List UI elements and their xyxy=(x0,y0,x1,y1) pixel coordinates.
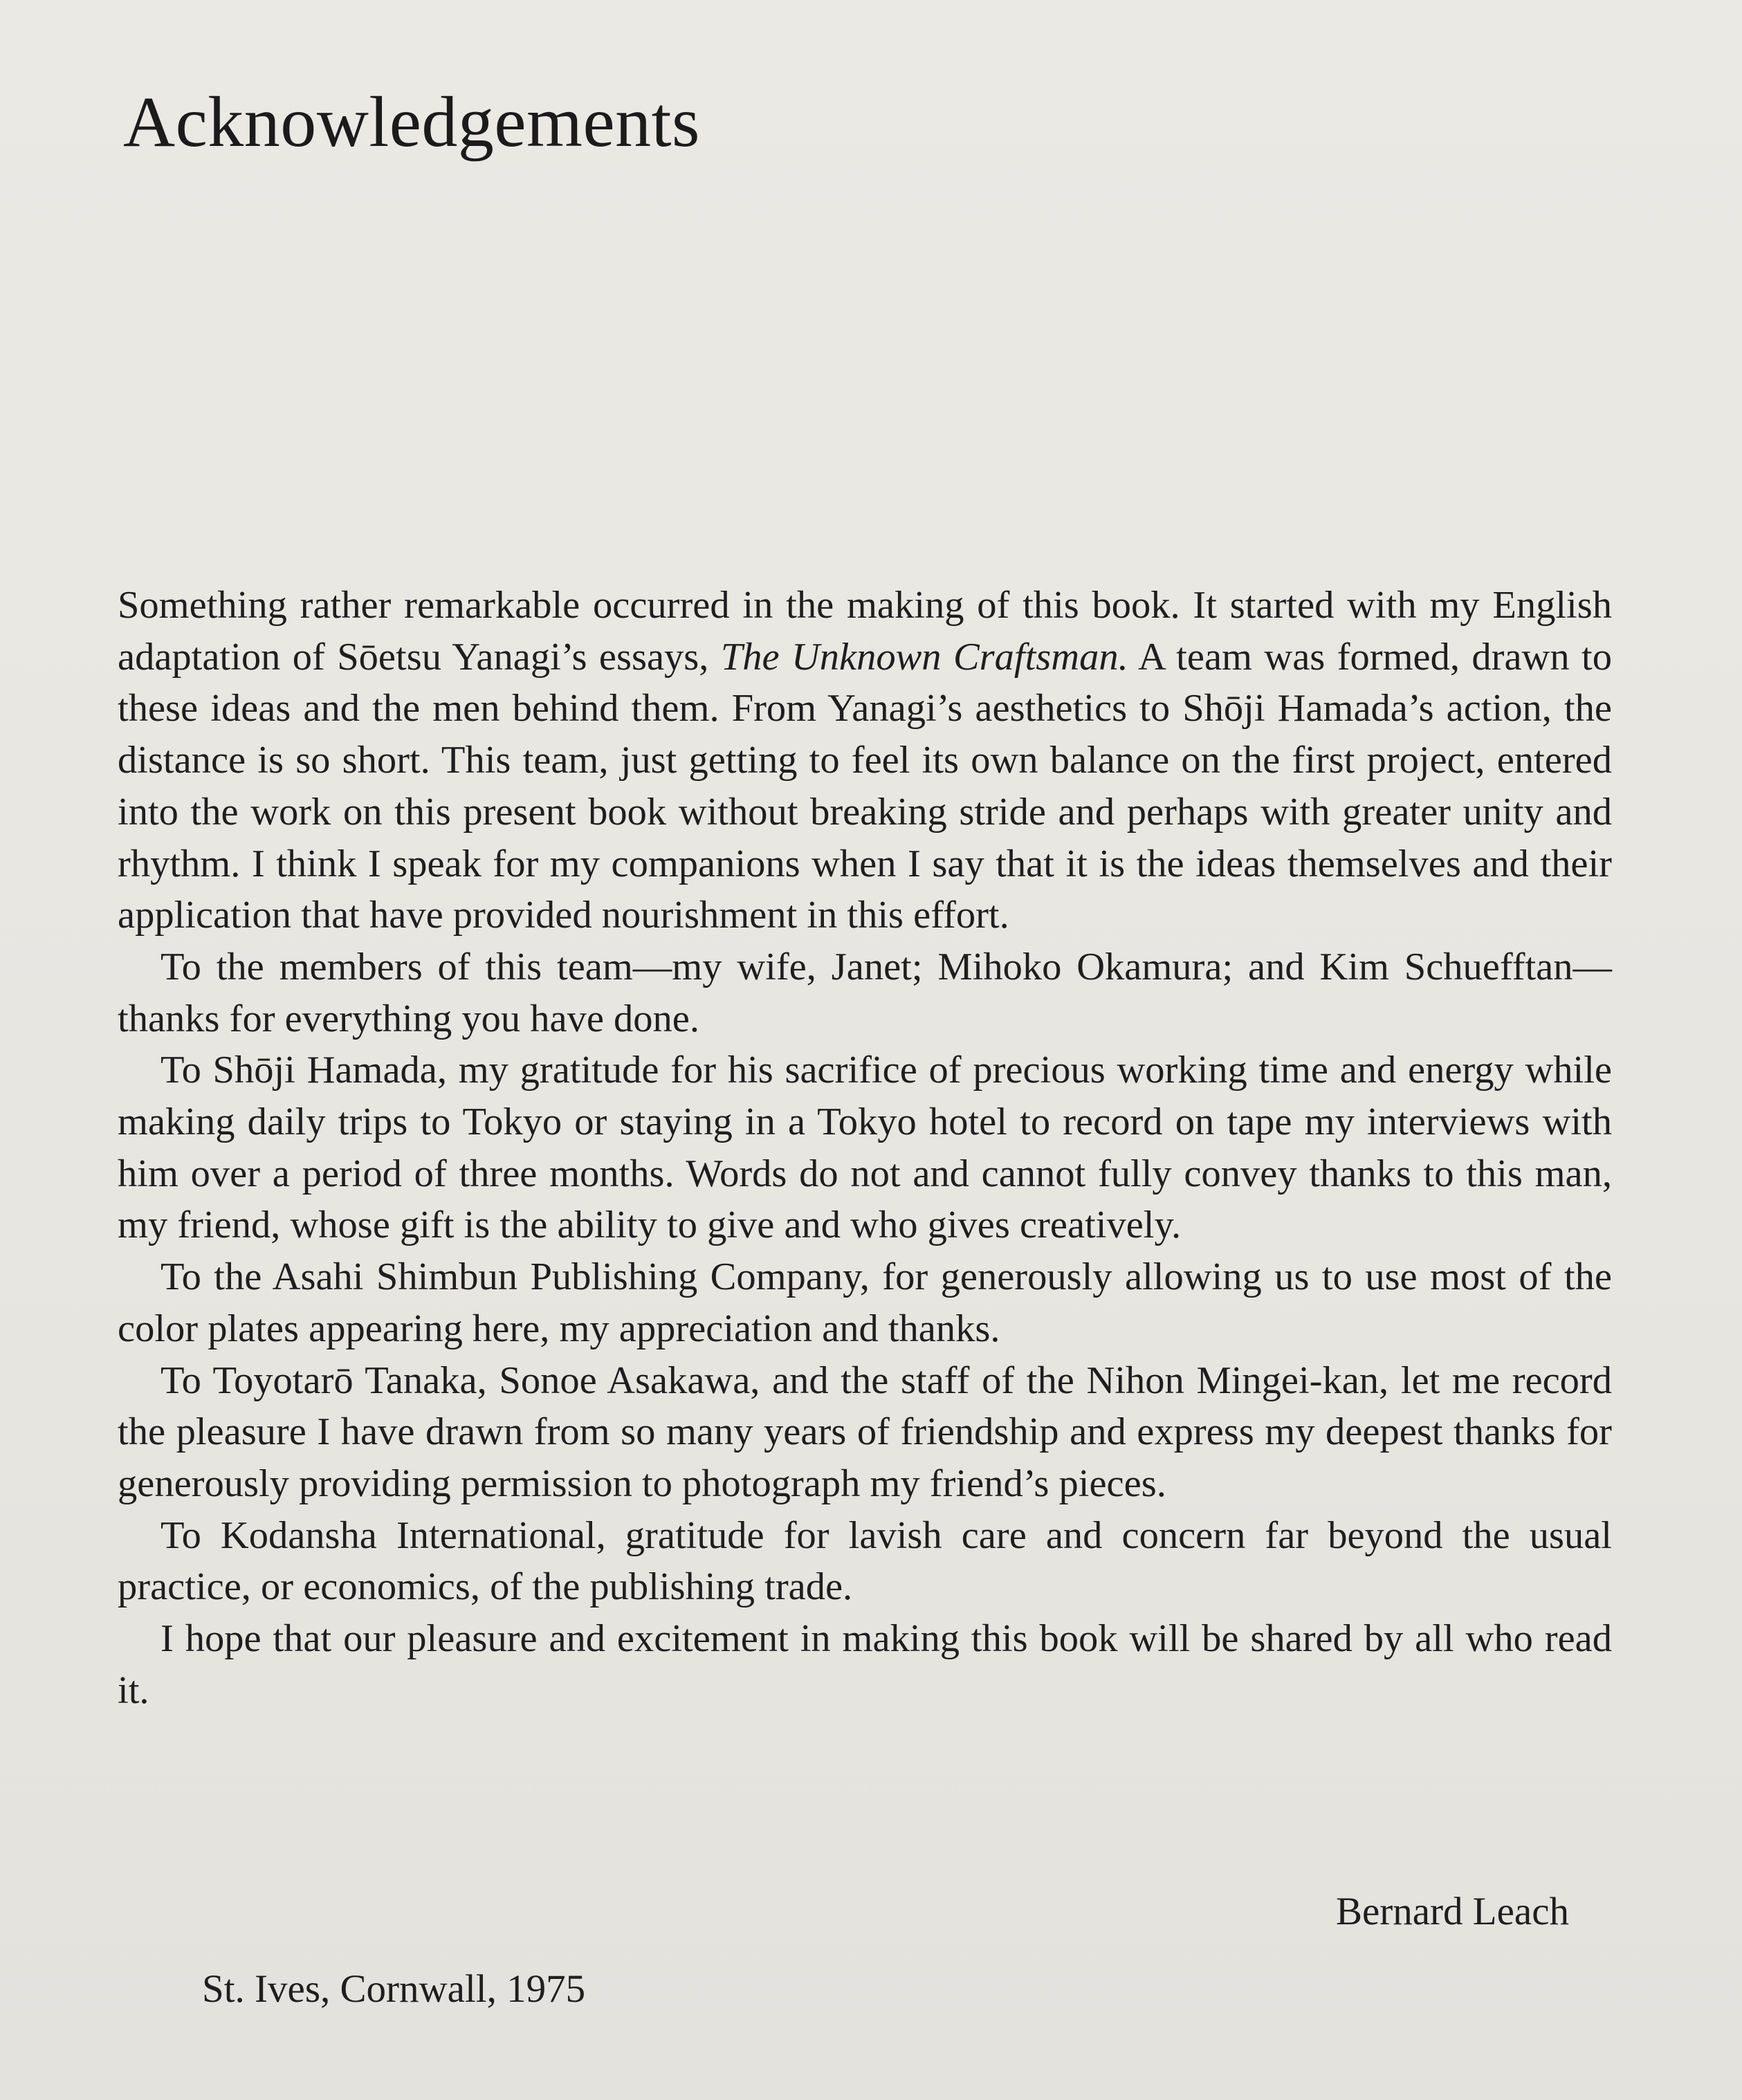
paragraph-4: To the Asahi Shimbun Publishing Company, for generously allowing us to use most of the color plates appearing here, my appreciation and thanks. xyxy=(118,1255,1612,1350)
acknowledgements-body xyxy=(118,580,1612,1716)
paragraph-1-start: Something rather remarkable occurred in the making of this book. It started with my English adaptation of Sōetsu Yanagi’s essays, xyxy=(118,584,1612,679)
paragraph-6: To Kodansha International, gratitude for lavish care and concern far beyond the usual practice, or economics, of the publishing trade. xyxy=(118,1513,1612,1609)
page-title: Acknowledgements xyxy=(123,82,701,162)
paragraph-2: To the members of this team—my wife, Janet; Mihoko Okamura; and Kim Schuefftan—thanks for everything you have done. xyxy=(118,945,1612,1040)
place-and-date: St. Ives, Cornwall, 1975 xyxy=(202,1967,586,2011)
author-signature: Bernard Leach xyxy=(1335,1890,1569,1933)
paragraph-7: I hope that our pleasure and excitement in making this book will be shared by all who read it. xyxy=(118,1617,1612,1712)
paragraph-5: To Toyotarō Tanaka, Sonoe Asakawa, and the staff of the Nihon Mingei-kan, let me record the pleasure I have drawn from so many years of friendship and express my deepest thanks for generously providing permission to photograph my friend’s pieces. xyxy=(118,1358,1612,1505)
paragraph-1 xyxy=(118,580,1612,941)
book-title-italic: The Unknown Craftsman. xyxy=(720,635,1128,679)
paragraph-3: To Shōji Hamada, my gratitude for his sacrifice of precious working time and energy while making daily trips to Tokyo or staying in a Tokyo hotel to record on tape my interviews with him over a period of three months. Words do not and cannot fully convey thanks to this man, my friend, whose gift is the ability to give and who gives creatively. xyxy=(118,1049,1612,1247)
paragraph-1-end: A team was formed, drawn to these ideas and the men behind them. From Yanagi’s aesthetics to Shōji Hamada’s action, the distance is so short. This team, just getting to feel its own balance on the first project, entered into the work on this present book without breaking stride and perhaps with greater unity and rhythm. I think I speak for my companions when I say that it is the ideas themselves and their application that have provided nourishment in this effort. xyxy=(118,635,1612,937)
